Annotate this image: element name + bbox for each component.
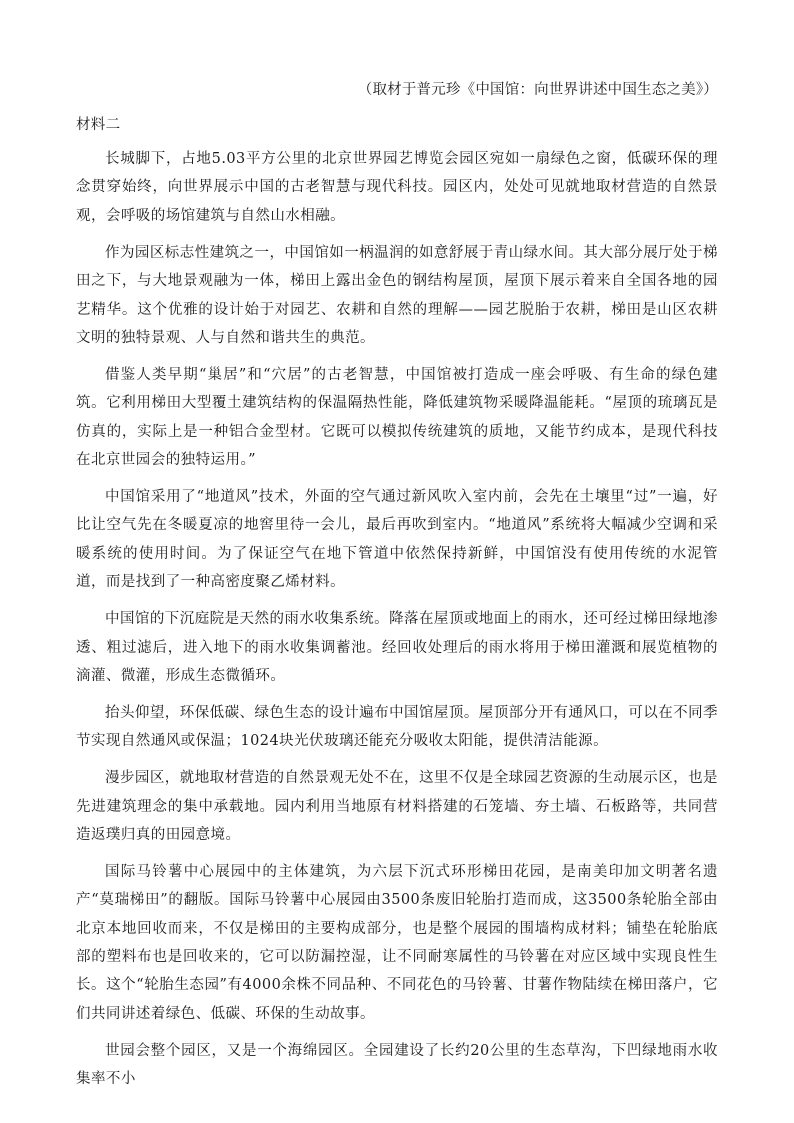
paragraph: 作为园区标志性建筑之一，中国馆如一柄温润的如意舒展于青山绿水间。其大部分展厅处于梯田之下，与大地景观融为一体，梯田上露出金色的钢结构屋顶，屋顶下展示着来自全国各地的园艺精华。这个优雅的设计始于对园艺、农耕和自然的理解——园艺脱胎于农耕，梯田是山区农耕文明的独特景观、人与自然和谐共生的典范。 bbox=[76, 244, 718, 346]
paragraph: 漫步园区，就地取材营造的自然景观无处不在，这里不仅是全球园艺资源的生动展示区，也是先进建筑理念的集中承载地。园内利用当地原有材料搭建的石笼墙、夯土墙、石板路等，共同营造返璞归真的田园意境。 bbox=[76, 770, 718, 843]
paragraph: 抬头仰望，环保低碳、绿色生态的设计遍布中国馆屋顶。屋顶部分开有通风口，可以在不同季节实现自然通风或保温；1024块光伏玻璃还能充分吸收太阳能，提供清洁能源。 bbox=[76, 704, 718, 750]
section-label: 材料二 bbox=[76, 117, 121, 133]
paragraph: 借鉴人类早期“巢居”和“穴居”的古老智慧，中国馆被打造成一座会呼吸、有生命的绿色建筑。它利用梯田大型覆土建筑结构的保温隔热性能，降低建筑物采暖降温能耗。“屋顶的琉璃瓦是仿真的，实际上是一种铝合金型材。它既可以模拟传统建筑的质地，又能节约成本，是现代科技在北京世园会的独特运用。” bbox=[76, 366, 718, 469]
paragraph: 中国馆的下沉庭院是天然的雨水收集系统。降落在屋顶或地面上的雨水，还可经过梯田绿地渗透、粗过滤后，进入地下的雨水收集调蓄池。经回收处理后的雨水将用于梯田灌溉和展览植物的滴灌、微灌，形成生态微循环。 bbox=[76, 611, 718, 684]
body-text bbox=[76, 145, 718, 1102]
paragraph: 中国馆采用了“地道风”技术，外面的空气通过新风吹入室内前，会先在土壤里“过”一遍，好比让空气先在冬暖夏凉的地窖里待一会儿，最后再吹到室内。“地道风”系统将大幅减少空调和采暖系统的使用时间。为了保证空气在地下管道中依然保持新鲜，中国馆没有使用传统的水泥管道，而是找到了一种高密度聚乙烯材料。 bbox=[76, 488, 718, 591]
paragraph: 国际马铃薯中心展园中的主体建筑，为六层下沉式环形梯田花园，是南美印加文明著名遗产“莫瑞梯田”的翻版。国际马铃薯中心展园由3500条废旧轮胎打造而成，这3500条轮胎全部由北京本地回收而来，不仅是梯田的主要构成部分，也是整个展园的围墙构成材料；铺垫在轮胎底部的塑料布也是回收来的，它可以防漏控湿，让不同耐寒属性的马铃薯在对应区域中实现良性生长。这个“轮胎生态园”有4000余株不同品种、不同花色的马铃薯、甘薯作物陆续在梯田落户，它们共同讲述着绿色、低碳、环保的生动故事。 bbox=[76, 863, 718, 1022]
paragraph: 世园会整个园区，又是一个海绵园区。全园建设了长约20公里的生态草沟，下凹绿地雨水收集率不小 bbox=[76, 1042, 718, 1088]
paragraph: 长城脚下，占地5.03平方公里的北京世界园艺博览会园区宛如一扇绿色之窗，低碳环保的理念贯穿始终，向世界展示中国的古老智慧与现代科技。园区内，处处可见就地取材营造的自然景观，会呼吸的场馆建筑与自然山水相融。 bbox=[76, 151, 718, 224]
source-citation: （取材于普元珍《中国馆：向世界讲述中国生态之美》） bbox=[357, 82, 718, 98]
